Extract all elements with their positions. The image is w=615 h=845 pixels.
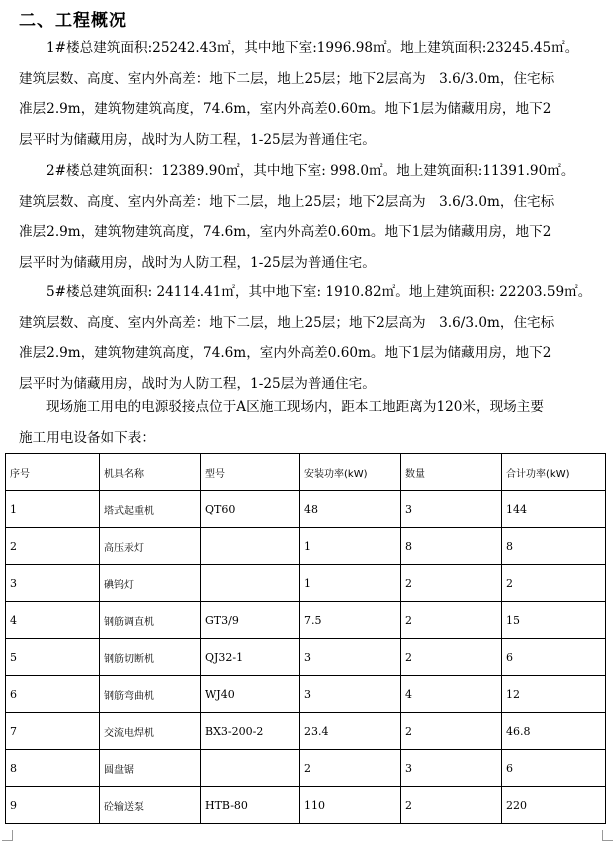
cell-name: 砼输送泵 bbox=[100, 787, 201, 824]
cell-name: 交流电焊机 bbox=[100, 713, 201, 750]
page-corner-mark bbox=[602, 830, 613, 841]
cell-index: 6 bbox=[6, 676, 100, 713]
paragraph-building-2 bbox=[19, 156, 597, 278]
text-line: 层平时为储藏用房，战时为人防工程，1-25层为普通住宅。 bbox=[19, 131, 376, 148]
header-cell-model: 型号 bbox=[201, 454, 300, 491]
cell-quantity: 4 bbox=[401, 676, 502, 713]
cell-total: 144 bbox=[502, 491, 606, 528]
cell-name: 钢筋弯曲机 bbox=[100, 676, 201, 713]
cell-total: 12 bbox=[502, 676, 606, 713]
cell-model: QT60 bbox=[201, 491, 300, 528]
cell-model: WJ40 bbox=[201, 676, 300, 713]
cell-model bbox=[201, 528, 300, 565]
table-row bbox=[6, 676, 606, 713]
cell-index: 2 bbox=[6, 528, 100, 565]
cell-total: 6 bbox=[502, 639, 606, 676]
paragraph-building-1 bbox=[19, 33, 597, 155]
page-corner-mark bbox=[2, 830, 13, 841]
table-row bbox=[6, 491, 606, 528]
paragraph-power-source bbox=[19, 392, 597, 453]
cell-quantity: 2 bbox=[401, 639, 502, 676]
cell-power: 7.5 bbox=[300, 602, 401, 639]
cell-model bbox=[201, 565, 300, 602]
table-row bbox=[6, 565, 606, 602]
cell-model: QJ32-1 bbox=[201, 639, 300, 676]
text-line: 2#楼总建筑面积：12389.90㎡，其中地下室: 998.0㎡。地上建筑面积:11391.90㎡。 bbox=[46, 163, 575, 179]
cell-quantity: 2 bbox=[401, 787, 502, 824]
header-cell-quantity: 数量 bbox=[401, 454, 502, 491]
cell-total: 6 bbox=[502, 750, 606, 787]
cell-name: 圆盘锯 bbox=[100, 750, 201, 787]
paragraph-building-5 bbox=[19, 277, 597, 399]
table-row bbox=[6, 639, 606, 676]
cell-quantity: 2 bbox=[401, 565, 502, 602]
text-line: 建筑层数、高度、室内外高差：地下二层，地上25层；地下2层高为 3.6/3.0m，住宅标 bbox=[19, 70, 555, 87]
cell-power: 23.4 bbox=[300, 713, 401, 750]
cell-total: 8 bbox=[502, 528, 606, 565]
table-row bbox=[6, 528, 606, 565]
cell-name: 碘钨灯 bbox=[100, 565, 201, 602]
text-line: 施工用电设备如下表： bbox=[19, 429, 155, 446]
text-line: 准层2.9m，建筑物建筑高度，74.6m，室内外高差0.60m。地下1层为储藏用房，地下2 bbox=[19, 101, 552, 118]
text-line: 建筑层数、高度、室内外高差：地下二层，地上25层；地下2层高为 3.6/3.0m，住宅标 bbox=[19, 314, 555, 331]
cell-quantity: 8 bbox=[401, 528, 502, 565]
header-cell-name: 机具名称 bbox=[100, 454, 201, 491]
cell-quantity: 3 bbox=[401, 750, 502, 787]
header-cell-index: 序号 bbox=[6, 454, 100, 491]
text-line: 准层2.9m，建筑物建筑高度，74.6m，室内外高差0.60m。地下1层为储藏用房，地下2 bbox=[19, 345, 552, 362]
cell-total: 220 bbox=[502, 787, 606, 824]
table-row bbox=[6, 787, 606, 824]
cell-name: 塔式起重机 bbox=[100, 491, 201, 528]
cell-quantity: 2 bbox=[401, 713, 502, 750]
cell-quantity: 3 bbox=[401, 491, 502, 528]
cell-index: 5 bbox=[6, 639, 100, 676]
table-row bbox=[6, 750, 606, 787]
text-line: 准层2.9m，建筑物建筑高度，74.6m，室内外高差0.60m。地下1层为储藏用房，地下2 bbox=[19, 224, 552, 241]
text-line: 建筑层数、高度、室内外高差：地下二层，地上25层；地下2层高为 3.6/3.0m，住宅标 bbox=[19, 193, 555, 210]
cell-index: 9 bbox=[6, 787, 100, 824]
table-row bbox=[6, 713, 606, 750]
cell-index: 3 bbox=[6, 565, 100, 602]
cell-power: 1 bbox=[300, 528, 401, 565]
cell-power: 3 bbox=[300, 639, 401, 676]
text-line: 1#楼总建筑面积:25242.43㎡，其中地下室:1996.98㎡。地上建筑面积:23245.45㎡。 bbox=[46, 40, 579, 56]
cell-model: BX3-200-2 bbox=[201, 713, 300, 750]
header-cell-power: 安装功率(kW) bbox=[300, 454, 401, 491]
cell-total: 46.8 bbox=[502, 713, 606, 750]
cell-index: 7 bbox=[6, 713, 100, 750]
table-row bbox=[6, 602, 606, 639]
cell-index: 4 bbox=[6, 602, 100, 639]
cell-power: 48 bbox=[300, 491, 401, 528]
cell-power: 1 bbox=[300, 565, 401, 602]
cell-model: GT3/9 bbox=[201, 602, 300, 639]
header-cell-total: 合计功率(kW) bbox=[502, 454, 606, 491]
text-line: 5#楼总建筑面积: 24114.41㎡，其中地下室: 1910.82㎡。地上建筑面积: 22203.59㎡。 bbox=[46, 284, 592, 300]
cell-total: 2 bbox=[502, 565, 606, 602]
text-line: 现场施工用电的电源驳接点位于A区施工现场内，距本工地距离为120米，现场主要 bbox=[46, 399, 544, 415]
table-header-row bbox=[6, 454, 606, 491]
equipment-table bbox=[5, 453, 606, 824]
text-line: 层平时为储藏用房，战时为人防工程，1-25层为普通住宅。 bbox=[19, 254, 376, 271]
cell-name: 高压汞灯 bbox=[100, 528, 201, 565]
cell-name: 钢筋切断机 bbox=[100, 639, 201, 676]
text-line: 层平时为储藏用房，战时为人防工程，1-25层为普通住宅。 bbox=[19, 375, 376, 392]
cell-power: 110 bbox=[300, 787, 401, 824]
cell-quantity: 2 bbox=[401, 602, 502, 639]
cell-model bbox=[201, 750, 300, 787]
cell-name: 钢筋调直机 bbox=[100, 602, 201, 639]
cell-total: 15 bbox=[502, 602, 606, 639]
cell-index: 8 bbox=[6, 750, 100, 787]
section-heading: 二、工程概况 bbox=[19, 11, 127, 31]
cell-index: 1 bbox=[6, 491, 100, 528]
cell-power: 2 bbox=[300, 750, 401, 787]
cell-model: HTB-80 bbox=[201, 787, 300, 824]
cell-power: 3 bbox=[300, 676, 401, 713]
